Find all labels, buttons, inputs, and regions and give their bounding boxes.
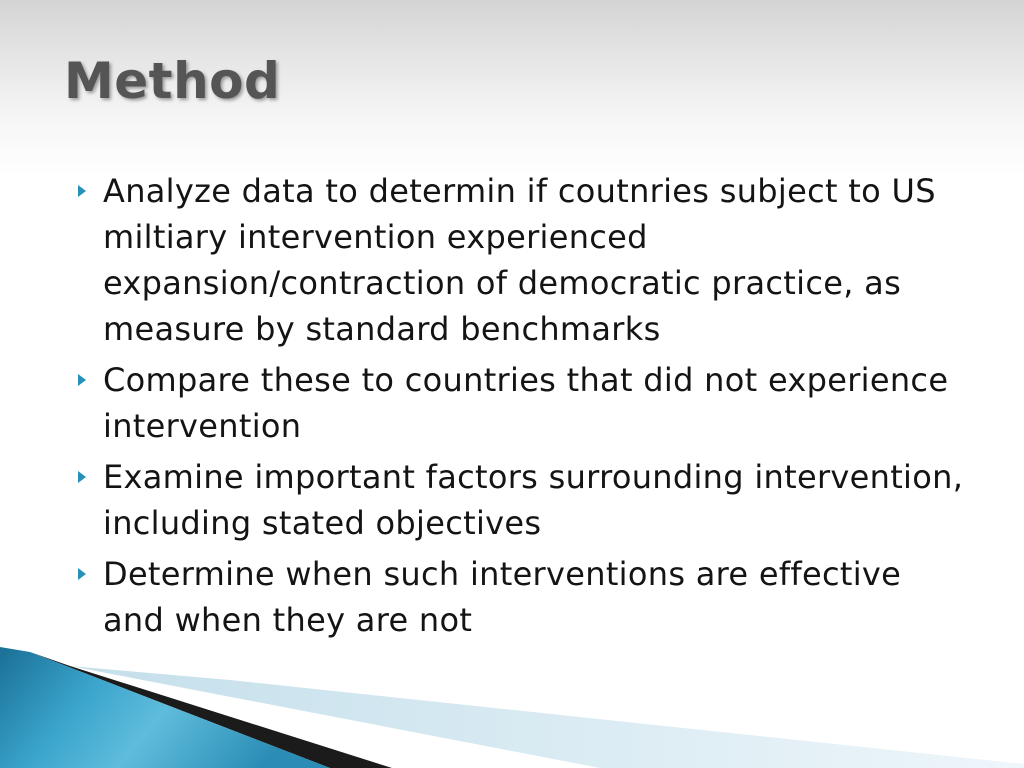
slide-title: Method	[64, 52, 281, 110]
blue-wedge-shape	[0, 647, 330, 768]
bullet-text: Examine important factors surrounding intervention, including stated objectives	[103, 458, 964, 542]
bullet-text: Analyze data to determin if coutnries subject to US miltiary intervention experienced expansion/contraction of democratic practice, as measure by standard benchmarks	[103, 172, 936, 348]
bullet-text: Compare these to countries that did not experience intervention	[103, 361, 949, 445]
bullet-text: Determine when such interventions are effective and when they are not	[103, 555, 902, 639]
